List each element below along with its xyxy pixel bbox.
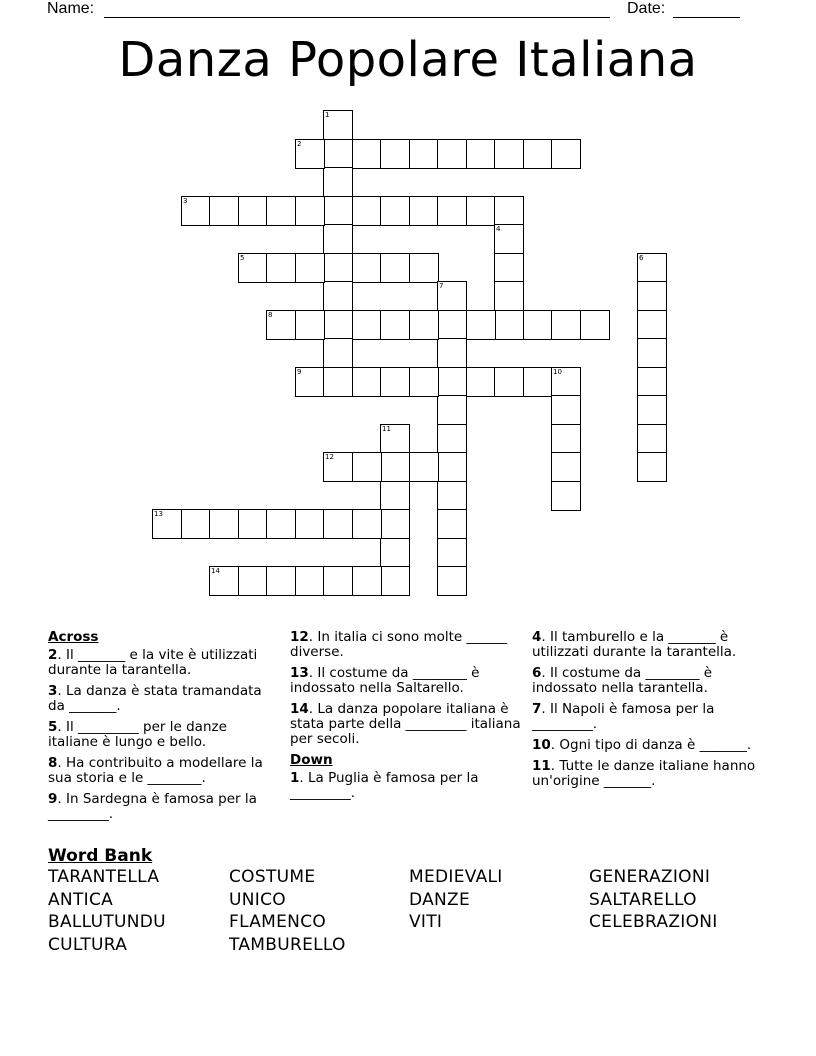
clue-number: 3 [183, 197, 188, 205]
clue-item [532, 759, 768, 789]
clue-number: 7 [439, 282, 444, 290]
grid-cell[interactable] [466, 367, 496, 397]
grid-cell[interactable] [551, 139, 581, 169]
clue-number-label: 6 [532, 665, 542, 681]
word-bank-item: UNICO [229, 889, 286, 910]
grid-cell[interactable] [323, 253, 353, 283]
clue-text: . La danza popolare italiana è stata parte della _________ italiana per secoli. [290, 701, 521, 747]
grid-cell[interactable] [437, 538, 467, 568]
grid-cell[interactable] [637, 367, 667, 397]
grid-cell[interactable] [494, 281, 524, 311]
grid-cell[interactable] [637, 424, 667, 454]
clue-number: 12 [325, 453, 334, 461]
across-clues-col1 [48, 630, 278, 828]
clue-number-label: 4 [532, 629, 542, 645]
clue-text: . Il tamburello e la _______ è utilizzati durante la tarantella. [532, 629, 737, 660]
clue-text: . Il costume da ________ è indossato nella Saltarello. [290, 665, 480, 696]
name-label: Name: [47, 0, 95, 17]
word-bank-item: GENERAZIONI [589, 867, 711, 887]
clue-text: . Il Napoli è famosa per la _________. [532, 701, 715, 732]
word-bank-item: BALLUTUNDU [48, 912, 166, 932]
grid-cell[interactable] [437, 281, 467, 311]
grid-cell[interactable] [437, 566, 467, 596]
clue-number-label: 5 [48, 719, 58, 735]
grid-cell[interactable] [266, 253, 296, 283]
grid-cell[interactable] [380, 367, 410, 397]
grid-cell[interactable] [238, 196, 268, 226]
word-bank-item: CULTURA [48, 934, 128, 955]
grid-cell[interactable] [295, 310, 325, 340]
grid-cell[interactable] [551, 395, 581, 425]
grid-cell[interactable] [352, 196, 382, 226]
grid-cell[interactable] [323, 367, 353, 397]
grid-cell[interactable] [266, 196, 296, 226]
clue-text: . Il _______ e la vite è utilizzati durante la tarantella. [48, 647, 258, 678]
grid-cell[interactable] [437, 395, 467, 425]
grid-cell[interactable] [637, 395, 667, 425]
grid-cell[interactable] [466, 139, 496, 169]
word-bank-item: FLAMENCO [229, 912, 327, 932]
clue-number-label: 10 [532, 737, 551, 753]
word-bank-item: VITI [409, 912, 443, 932]
grid-cell[interactable] [437, 196, 467, 226]
grid-cell[interactable] [637, 253, 667, 283]
grid-cell[interactable] [494, 224, 524, 254]
grid-cell[interactable] [295, 253, 325, 283]
grid-cell[interactable] [352, 452, 382, 482]
clue-number-label: 2 [48, 647, 58, 663]
grid-cell[interactable] [266, 509, 296, 539]
grid-cell[interactable] [352, 367, 382, 397]
clue-text: . Il _________ per le danze italiane è lungo e bello. [48, 719, 227, 750]
grid-cell[interactable] [209, 196, 239, 226]
grid-cell[interactable] [494, 139, 524, 169]
grid-cell[interactable] [409, 367, 439, 397]
clue-item [48, 792, 278, 822]
clue-text: . In Sardegna è famosa per la _________. [48, 791, 257, 822]
grid-cell[interactable] [409, 253, 439, 283]
grid-cell[interactable] [437, 310, 467, 340]
down-clues-col3 [532, 630, 768, 795]
clue-number: 5 [240, 254, 245, 262]
clue-item [532, 738, 768, 753]
grid-cell[interactable] [181, 509, 211, 539]
grid-cell[interactable] [637, 452, 667, 482]
grid-cell[interactable] [352, 509, 382, 539]
grid-cell[interactable] [494, 310, 524, 340]
date-label: Date: [627, 0, 666, 17]
grid-cell[interactable] [152, 509, 182, 539]
word-bank-item: TARANTELLA [48, 867, 160, 887]
clue-number-label: 13 [290, 665, 309, 681]
clue-number-label: 14 [290, 701, 309, 717]
grid-cell[interactable] [523, 310, 553, 340]
grid-cell[interactable] [323, 452, 353, 482]
clue-number: 14 [211, 567, 220, 575]
grid-cell[interactable] [466, 196, 496, 226]
grid-cell[interactable] [551, 310, 581, 340]
clue-number: 4 [496, 225, 501, 233]
clue-text: . La danza è stata tramandata da _______. [48, 683, 262, 714]
word-bank-title: Word Bank [48, 846, 153, 866]
clue-number: 2 [297, 140, 302, 148]
clue-number-label: 9 [48, 791, 58, 807]
clue-number-label: 7 [532, 701, 542, 717]
grid-cell[interactable] [380, 509, 410, 539]
clue-item [532, 702, 768, 732]
clue-item [48, 756, 278, 786]
grid-cell[interactable] [409, 139, 439, 169]
grid-cell[interactable] [323, 338, 353, 368]
grid-cell[interactable] [323, 224, 353, 254]
clue-number: 8 [268, 311, 273, 319]
grid-cell[interactable] [523, 139, 553, 169]
grid-cell[interactable] [295, 367, 325, 397]
clue-number: 9 [297, 368, 302, 376]
grid-cell[interactable] [380, 566, 410, 596]
grid-cell[interactable] [437, 509, 467, 539]
grid-cell[interactable] [238, 253, 268, 283]
grid-cell[interactable] [238, 509, 268, 539]
grid-cell[interactable] [323, 139, 353, 169]
clue-item [48, 720, 278, 750]
grid-cell[interactable] [352, 310, 382, 340]
word-bank-item: CELEBRAZIONI [589, 912, 718, 932]
grid-cell[interactable] [380, 139, 410, 169]
grid-cell[interactable] [181, 196, 211, 226]
grid-cell[interactable] [551, 424, 581, 454]
clue-number-label: 1 [290, 770, 300, 786]
grid-cell[interactable] [409, 310, 439, 340]
clues-col2 [290, 630, 522, 807]
word-bank-item: SALTARELLO [589, 889, 697, 910]
grid-cell[interactable] [551, 452, 581, 482]
grid-cell[interactable] [266, 566, 296, 596]
grid-cell[interactable] [637, 310, 667, 340]
grid-cell[interactable] [494, 367, 524, 397]
clue-item [290, 771, 522, 801]
grid-cell[interactable] [295, 509, 325, 539]
word-bank-item: TAMBURELLO [229, 934, 346, 955]
grid-cell[interactable] [494, 196, 524, 226]
clue-item [532, 630, 768, 660]
grid-cell[interactable] [437, 367, 467, 397]
grid-cell[interactable] [437, 338, 467, 368]
grid-cell[interactable] [494, 253, 524, 283]
clue-number: 1 [325, 111, 330, 119]
down-heading: Down [290, 752, 333, 768]
grid-cell[interactable] [295, 196, 325, 226]
clue-text: . Ogni tipo di danza è _______. [550, 737, 752, 753]
grid-cell[interactable] [323, 196, 353, 226]
clue-item [290, 666, 522, 696]
clue-text: . La Puglia è famosa per la _________. [290, 770, 479, 801]
grid-cell[interactable] [637, 281, 667, 311]
grid-cell[interactable] [380, 538, 410, 568]
grid-cell[interactable] [551, 481, 581, 511]
grid-cell[interactable] [523, 367, 553, 397]
clue-number-label: 12 [290, 629, 309, 645]
grid-cell[interactable] [352, 566, 382, 596]
grid-cell[interactable] [380, 452, 410, 482]
clue-number: 10 [553, 368, 562, 376]
word-bank-item: DANZE [409, 889, 471, 910]
grid-cell[interactable] [466, 310, 496, 340]
grid-cell[interactable] [380, 253, 410, 283]
grid-cell[interactable] [323, 281, 353, 311]
grid-cell[interactable] [409, 452, 439, 482]
word-bank-item: COSTUME [229, 867, 316, 887]
clue-text: . Tutte le danze italiane hanno un'origine _______. [532, 758, 756, 789]
grid-cell[interactable] [380, 310, 410, 340]
clue-number-label: 3 [48, 683, 58, 699]
grid-cell[interactable] [380, 481, 410, 511]
clue-text: . In italia ci sono molte ______ diverse. [290, 629, 508, 660]
grid-cell[interactable] [323, 167, 353, 197]
clue-number: 6 [639, 254, 644, 262]
grid-cell[interactable] [209, 509, 239, 539]
clue-number-label: 8 [48, 755, 58, 771]
page-title: Danza Popolare Italiana [118, 32, 698, 88]
clue-item [290, 630, 522, 660]
clue-item [48, 684, 278, 714]
grid-cell[interactable] [323, 110, 353, 140]
grid-cell[interactable] [580, 310, 610, 340]
grid-cell[interactable] [437, 424, 467, 454]
grid-cell[interactable] [380, 424, 410, 454]
grid-cell[interactable] [323, 310, 353, 340]
clue-text: . Ha contribuito a modellare la sua storia e le ________. [48, 755, 263, 786]
grid-cell[interactable] [380, 196, 410, 226]
grid-cell[interactable] [637, 338, 667, 368]
word-bank-item: MEDIEVALI [409, 867, 503, 887]
clue-item [290, 702, 522, 747]
clue-number: 13 [154, 510, 163, 518]
grid-cell[interactable] [437, 139, 467, 169]
grid-cell[interactable] [209, 566, 239, 596]
clue-number: 11 [382, 425, 391, 433]
grid-cell[interactable] [295, 566, 325, 596]
clue-item [532, 666, 768, 696]
grid-cell[interactable] [238, 566, 268, 596]
grid-cell[interactable] [409, 196, 439, 226]
clue-item [48, 648, 278, 678]
clue-number-label: 11 [532, 758, 551, 774]
clue-text: . Il costume da ________ è indossato nella tarantella. [532, 665, 713, 696]
word-bank-item: ANTICA [48, 889, 114, 910]
grid-cell[interactable] [266, 310, 296, 340]
grid-cell[interactable] [352, 139, 382, 169]
grid-cell[interactable] [323, 509, 353, 539]
grid-cell[interactable] [323, 566, 353, 596]
grid-cell[interactable] [352, 253, 382, 283]
grid-cell[interactable] [437, 452, 467, 482]
across-heading: Across [48, 629, 99, 645]
grid-cell[interactable] [437, 481, 467, 511]
grid-cell[interactable] [295, 139, 325, 169]
grid-cell[interactable] [551, 367, 581, 397]
